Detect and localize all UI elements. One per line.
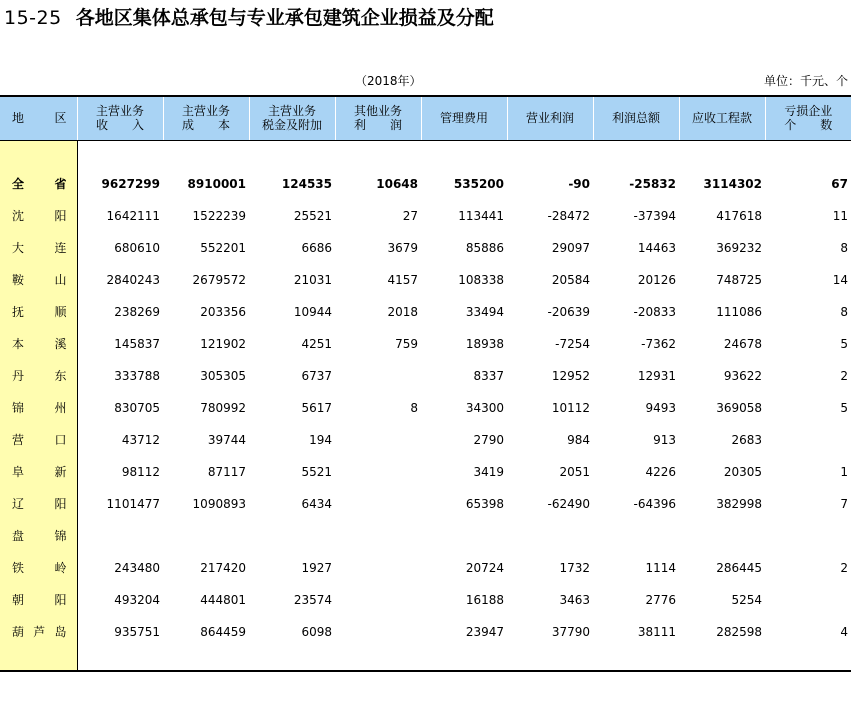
table-row [0,264,851,296]
table-cell: 369058 [716,400,762,415]
table-cell: 5254 [731,592,762,607]
region-name: 铁 岭 [0,552,77,584]
table-row [0,424,851,456]
table-cell [335,552,421,584]
year-note: （2018年） [355,74,422,88]
page-title [4,5,494,31]
table-cell: 29097 [551,240,590,255]
table-cell: -20833 [633,304,676,319]
table-cell [335,360,421,392]
region-name: 沈 阳 [0,200,77,232]
table-row [0,456,851,488]
table-cell: 1114 [645,560,676,575]
table-cell: 552201 [200,240,246,255]
region-name: 营 口 [0,424,77,456]
table-cell: 10944 [293,304,332,319]
table-cell: 382998 [716,496,762,511]
table-cell: 11 [832,208,848,223]
table-cell: 282598 [716,624,762,639]
region-name: 锦 州 [0,392,77,424]
table-cell: -7362 [641,336,676,351]
table-cell: 98112 [121,464,160,479]
table-cell: 23574 [293,592,332,607]
table-cell [335,488,421,520]
table-cell: 3419 [473,464,504,479]
table-cell: 24678 [723,336,762,351]
table-row [0,488,851,520]
table-cell: -20639 [547,304,590,319]
table-cell: 305305 [200,368,246,383]
table-cell: 67 [831,176,848,191]
table-cell: 14 [832,272,848,287]
table-cell [679,520,765,552]
table-cell: 93622 [723,368,762,383]
table-cell: 1732 [559,560,590,575]
table-row [0,392,851,424]
table-cell: -37394 [633,208,676,223]
header-region: 地 区 [0,96,77,140]
table-cell [335,424,421,456]
header-main-cost: 主营业务 成 本 [163,96,249,140]
table-cell [765,424,851,456]
table-cell: 830705 [114,400,160,415]
table-row [0,200,851,232]
region-name: 全 省 [0,168,77,200]
data-table [0,95,851,672]
table-cell: 4 [840,624,848,639]
table-cell: 121902 [200,336,246,351]
table-cell: 535200 [453,176,504,191]
table-cell: 759 [395,336,418,351]
table-cell: -25832 [629,176,676,191]
table-cell: 87117 [207,464,246,479]
table-cell: 1927 [301,560,332,575]
table-cell [335,456,421,488]
table-cell: 20126 [637,272,676,287]
table-cell: 3114302 [703,176,762,191]
table-cell: 2 [840,368,848,383]
table-cell: 2 [840,560,848,575]
table-cell: 2840243 [106,272,160,287]
table-cell: 20305 [723,464,762,479]
table-cell: 6434 [301,496,332,511]
table-cell: 913 [653,432,676,447]
table-cell: 37790 [551,624,590,639]
table-cell: 8 [840,304,848,319]
table-cell [421,520,507,552]
table-cell: 780992 [200,400,246,415]
table-cell: 65398 [465,496,504,511]
table-cell: 7 [840,496,848,511]
table-cell: 16188 [465,592,504,607]
region-name: 朝 阳 [0,584,77,616]
table-cell [765,584,851,616]
table-cell: 984 [567,432,590,447]
table-cell: 39744 [207,432,246,447]
table-cell: 864459 [200,624,246,639]
table-cell: 2683 [731,432,762,447]
table-cell: 38111 [637,624,676,639]
table-cell: 14463 [637,240,676,255]
table-cell: 4251 [301,336,332,351]
table-row [0,552,851,584]
table-cell: 111086 [716,304,762,319]
table-cell: 5 [840,400,848,415]
table-cell: 10112 [551,400,590,415]
table-cell [507,520,593,552]
table-cell: 3463 [559,592,590,607]
table-cell: 108338 [458,272,504,287]
table-cell: 493204 [114,592,160,607]
table-cell: 2776 [645,592,676,607]
table-cell: 238269 [114,304,160,319]
table-cell: -7254 [555,336,590,351]
table-row [0,360,851,392]
table-cell [335,616,421,648]
table-cell: 20584 [551,272,590,287]
table-cell: 12931 [637,368,676,383]
table-cell: -90 [568,176,590,191]
table-cell: 8910001 [187,176,246,191]
table-cell [249,520,335,552]
table-cell: 5521 [301,464,332,479]
table-cell: -28472 [547,208,590,223]
table-cell: 33494 [465,304,504,319]
table-cell: 6686 [301,240,332,255]
table-cell: 1522239 [192,208,246,223]
table-cell: 18938 [465,336,504,351]
table-cell: 34300 [465,400,504,415]
header-other-profit: 其他业务 利 润 [335,96,421,140]
header-receivable: 应收工程款 [679,96,765,140]
table-cell: 203356 [200,304,246,319]
region-name: 鞍 山 [0,264,77,296]
header-main-tax: 主营业务 税金及附加 [249,96,335,140]
table-cell: 4226 [645,464,676,479]
header-op-profit: 营业利润 [507,96,593,140]
table-cell: 217420 [200,560,246,575]
region-name: 盘 锦 [0,520,77,552]
table-cell [335,520,421,552]
table-row [0,328,851,360]
table-cell: 12952 [551,368,590,383]
table-cell: 1642111 [106,208,160,223]
table-cell [335,584,421,616]
table-cell: 748725 [716,272,762,287]
table-cell: 124535 [281,176,332,191]
table-cell: 21031 [293,272,332,287]
table-cell: 4157 [387,272,418,287]
table-number: 15-25 [4,7,62,29]
table-cell [765,520,851,552]
table-cell: 9627299 [101,176,160,191]
unit-note: 单位：千元、个 [763,74,848,88]
table-cell: 8337 [473,368,504,383]
table-cell [163,520,249,552]
table-cell: 5617 [301,400,332,415]
region-name: 本 溪 [0,328,77,360]
header-main-income: 主营业务 收 入 [77,96,163,140]
table-cell: -62490 [547,496,590,511]
header-total-profit: 利润总额 [593,96,679,140]
bottom-padding-row [0,648,851,671]
table-cell: 243480 [114,560,160,575]
header-loss-count: 亏损企业 个 数 [765,96,851,140]
table-row [0,296,851,328]
table-cell: 2790 [473,432,504,447]
table-cell: 417618 [716,208,762,223]
table-cell: 1 [840,464,848,479]
table-cell: 935751 [114,624,160,639]
table-cell: 6737 [301,368,332,383]
region-name: 丹 东 [0,360,77,392]
table-cell: 10648 [376,176,418,191]
region-name: 辽 阳 [0,488,77,520]
header-row [0,96,851,140]
region-name: 阜 新 [0,456,77,488]
table-cell: 20724 [465,560,504,575]
table-row [0,584,851,616]
table-cell: 3679 [387,240,418,255]
table-cell: 9493 [645,400,676,415]
table-cell: 85886 [465,240,504,255]
table-title: 各地区集体总承包与专业承包建筑企业损益及分配 [75,7,494,29]
region-name: 抚 顺 [0,296,77,328]
table-cell: 2018 [387,304,418,319]
table-cell: 23947 [465,624,504,639]
table-cell: 8 [840,240,848,255]
table-cell: 43712 [121,432,160,447]
table-cell: 194 [309,432,332,447]
table-cell: 333788 [114,368,160,383]
table-cell: 369232 [716,240,762,255]
table-body [0,140,851,671]
table-cell [77,520,163,552]
table-cell: 680610 [114,240,160,255]
table-row [0,232,851,264]
region-name: 大 连 [0,232,77,264]
table-cell: 2679572 [192,272,246,287]
table-cell: 5 [840,336,848,351]
table-cell: 1101477 [106,496,160,511]
table-row [0,520,851,552]
table-cell: 6098 [301,624,332,639]
spacer-row [0,140,851,168]
table-cell: 145837 [114,336,160,351]
table-cell: 286445 [716,560,762,575]
table-cell: 27 [402,208,418,223]
table-cell: 8 [410,400,418,415]
table-cell: 444801 [200,592,246,607]
header-mgmt-fee: 管理费用 [421,96,507,140]
table-cell: 25521 [293,208,332,223]
total-row [0,168,851,200]
table-cell: 113441 [458,208,504,223]
table-cell [593,520,679,552]
table-cell: 2051 [559,464,590,479]
table-row [0,616,851,648]
region-name: 葫 芦 岛 [0,616,77,648]
table-cell: -64396 [633,496,676,511]
table-cell: 1090893 [192,496,246,511]
